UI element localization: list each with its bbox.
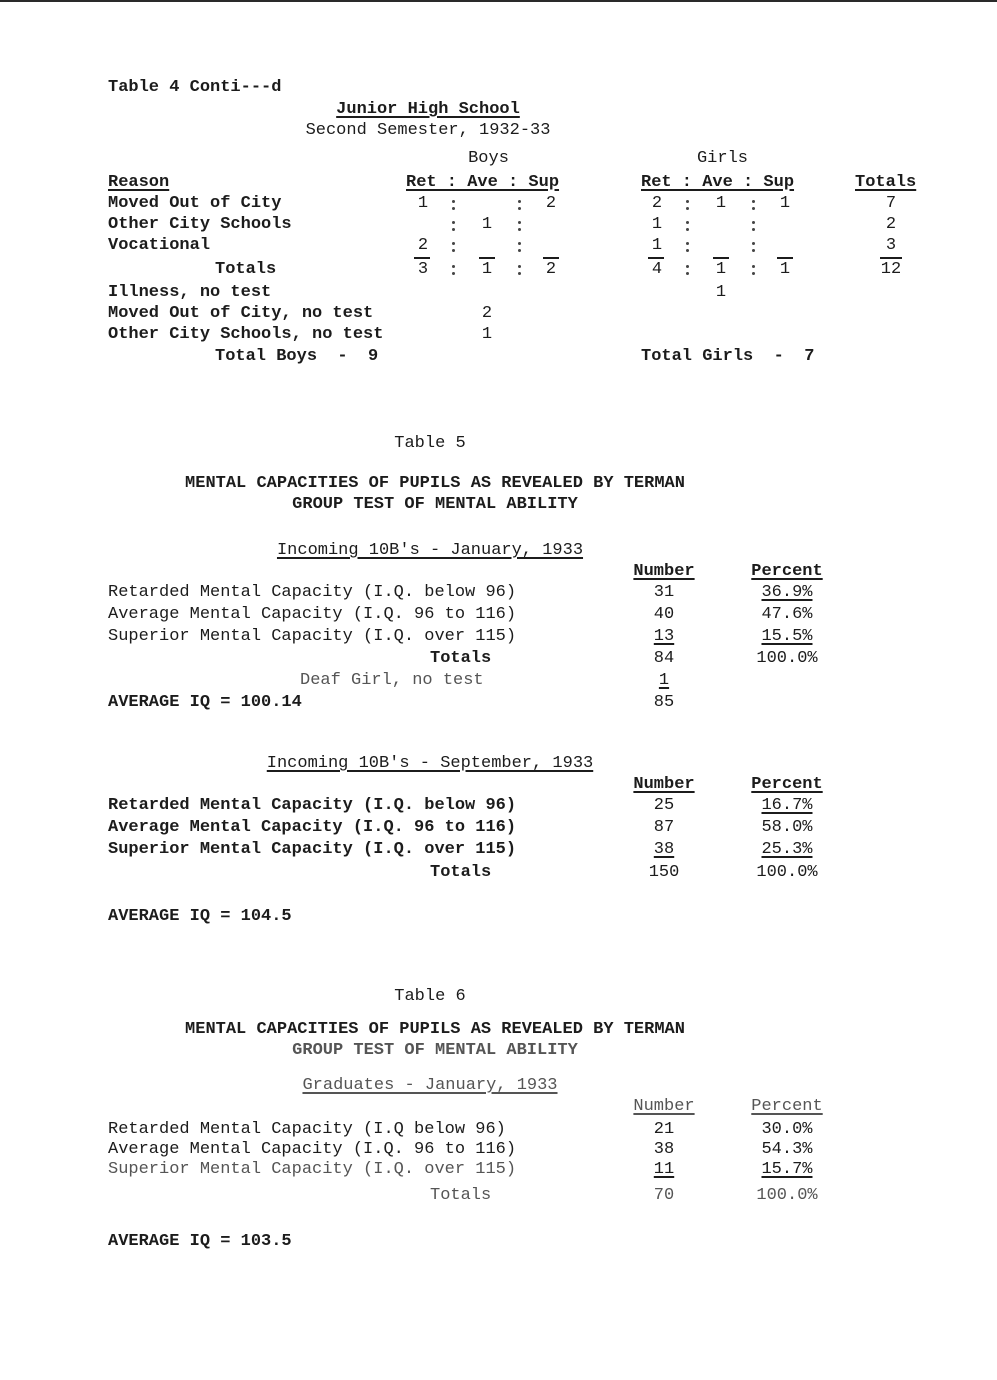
totals-percent: 100.0% (756, 863, 818, 882)
capacity-label: Retarded Mental Capacity (I.Q. below 96) (108, 583, 517, 602)
percent-cell: 36.9% (761, 583, 813, 602)
boys-sup-cell: 2 (545, 194, 557, 213)
number-cell: 31 (653, 583, 675, 602)
girls-header: Girls (696, 149, 748, 168)
sum-line (777, 257, 793, 259)
boys-cell: 2 (481, 304, 493, 323)
reason-cell: Other City Schools (108, 215, 292, 234)
reason-cell: Vocational (108, 236, 211, 255)
boys-ret-cell: 1 (417, 194, 429, 213)
total-cell: 7 (885, 194, 897, 213)
total-cell: 2 (885, 215, 897, 234)
girls-ret-total: 4 (651, 260, 663, 279)
totals-percent: 100.0% (756, 649, 818, 668)
capacity-label: Retarded Mental Capacity (I.Q below 96) (108, 1120, 506, 1139)
section-heading: Graduates - January, 1933 (302, 1076, 558, 1095)
capacity-label: Superior Mental Capacity (I.Q. over 115) (108, 627, 517, 646)
girls-columns-header: Ret : Ave : Sup (641, 173, 795, 192)
boys-cell: 1 (481, 325, 493, 344)
percent-cell: 15.7% (761, 1160, 813, 1179)
table-6-title-line1: MENTAL CAPACITIES OF PUPILS AS REVEALED BY TERMAN (185, 1020, 685, 1039)
table-5-label: Table 5 (394, 434, 466, 453)
boys-ret-cell: 2 (417, 236, 429, 255)
totals-label: Totals (215, 260, 277, 279)
section-heading: Incoming 10B's - September, 1933 (266, 754, 594, 773)
capacity-label: Retarded Mental Capacity (I.Q. below 96) (108, 796, 517, 815)
totals-number: 150 (648, 863, 680, 882)
totals-number: 84 (653, 649, 675, 668)
totals-number: 70 (653, 1186, 675, 1205)
total-girls: Total Girls - 7 (641, 347, 815, 366)
percent-cell: 16.7% (761, 796, 813, 815)
girls-ret-cell: 1 (651, 215, 663, 234)
percent-cell: 54.3% (761, 1140, 813, 1159)
number-cell: 38 (653, 1140, 675, 1159)
boys-ave-total: 1 (481, 260, 493, 279)
number-cell: 11 (653, 1160, 675, 1179)
capacity-label: Average Mental Capacity (I.Q. 96 to 116) (108, 818, 517, 837)
section-heading: Incoming 10B's - January, 1933 (276, 541, 584, 560)
boys-header: Boys (468, 149, 509, 168)
extra-label: Deaf Girl, no test (300, 671, 484, 690)
girls-ave-total: 1 (715, 260, 727, 279)
number-cell: 38 (653, 840, 675, 859)
capacity-label: Average Mental Capacity (I.Q. 96 to 116) (108, 1140, 517, 1159)
total-cell: 3 (885, 236, 897, 255)
girls-ret-cell: 2 (651, 194, 663, 213)
sum-line (648, 257, 664, 259)
boys-sup-total: 2 (545, 260, 557, 279)
reason-cell: Moved Out of City (108, 194, 282, 213)
table-5-title-line1: MENTAL CAPACITIES OF PUPILS AS REVEALED BY TERMAN (185, 474, 685, 493)
totals-label: Totals (430, 1186, 492, 1205)
number-cell: 40 (653, 605, 675, 624)
total-boys: Total Boys - 9 (215, 347, 379, 366)
reason-cell: Other City Schools, no test (108, 325, 384, 344)
number-header: Number (633, 562, 695, 581)
average-iq: AVERAGE IQ = 104.5 (108, 907, 292, 926)
page-top-edge (0, 0, 997, 2)
number-header: Number (633, 775, 695, 794)
boys-columns-header: Ret : Ave : Sup (406, 173, 560, 192)
number-cell: 13 (653, 627, 675, 646)
percent-cell: 47.6% (761, 605, 813, 624)
percent-header: Percent (751, 775, 823, 794)
girls-ret-cell: 1 (651, 236, 663, 255)
number-cell: 21 (653, 1120, 675, 1139)
number-cell: 25 (653, 796, 675, 815)
reason-header: Reason (108, 173, 170, 192)
totals-percent: 100.0% (756, 1186, 818, 1205)
totals-label: Totals (430, 649, 492, 668)
grand-total: 85 (653, 693, 675, 712)
average-iq: AVERAGE IQ = 100.14 (108, 693, 302, 712)
capacity-label: Average Mental Capacity (I.Q. 96 to 116) (108, 605, 517, 624)
percent-cell: 15.5% (761, 627, 813, 646)
girls-cell: 1 (715, 283, 727, 302)
boys-ret-total: 3 (417, 260, 429, 279)
number-cell: 87 (653, 818, 675, 837)
average-iq: AVERAGE IQ = 103.5 (108, 1232, 292, 1251)
extra-number: 1 (658, 671, 670, 690)
sum-line (880, 257, 902, 259)
table-6-title-line2: GROUP TEST OF MENTAL ABILITY (292, 1041, 578, 1060)
capacity-label: Superior Mental Capacity (I.Q. over 115) (108, 840, 517, 859)
reason-cell: Moved Out of City, no test (108, 304, 374, 323)
percent-header: Percent (751, 1097, 823, 1116)
table-4-title: Junior High School (336, 100, 520, 119)
sum-line (543, 257, 559, 259)
table-5-title-line2: GROUP TEST OF MENTAL ABILITY (292, 495, 578, 514)
girls-sup-total: 1 (779, 260, 791, 279)
table-4-label: Table 4 Conti---d (108, 78, 282, 97)
percent-cell: 58.0% (761, 818, 813, 837)
girls-ave-cell: 1 (715, 194, 727, 213)
girls-sup-cell: 1 (779, 194, 791, 213)
percent-cell: 25.3% (761, 840, 813, 859)
totals-header: Totals (855, 173, 917, 192)
table-4-subtitle: Second Semester, 1932-33 (305, 121, 551, 140)
capacity-label: Superior Mental Capacity (I.Q. over 115) (108, 1160, 517, 1179)
sum-line (713, 257, 729, 259)
boys-ave-cell: 1 (481, 215, 493, 234)
number-header: Number (633, 1097, 695, 1116)
percent-header: Percent (751, 562, 823, 581)
reason-cell: Illness, no test (108, 283, 272, 302)
table-6-label: Table 6 (394, 987, 466, 1006)
grand-total: 12 (880, 260, 902, 279)
sum-line (414, 257, 430, 259)
percent-cell: 30.0% (761, 1120, 813, 1139)
totals-label: Totals (430, 863, 492, 882)
sum-line (479, 257, 495, 259)
